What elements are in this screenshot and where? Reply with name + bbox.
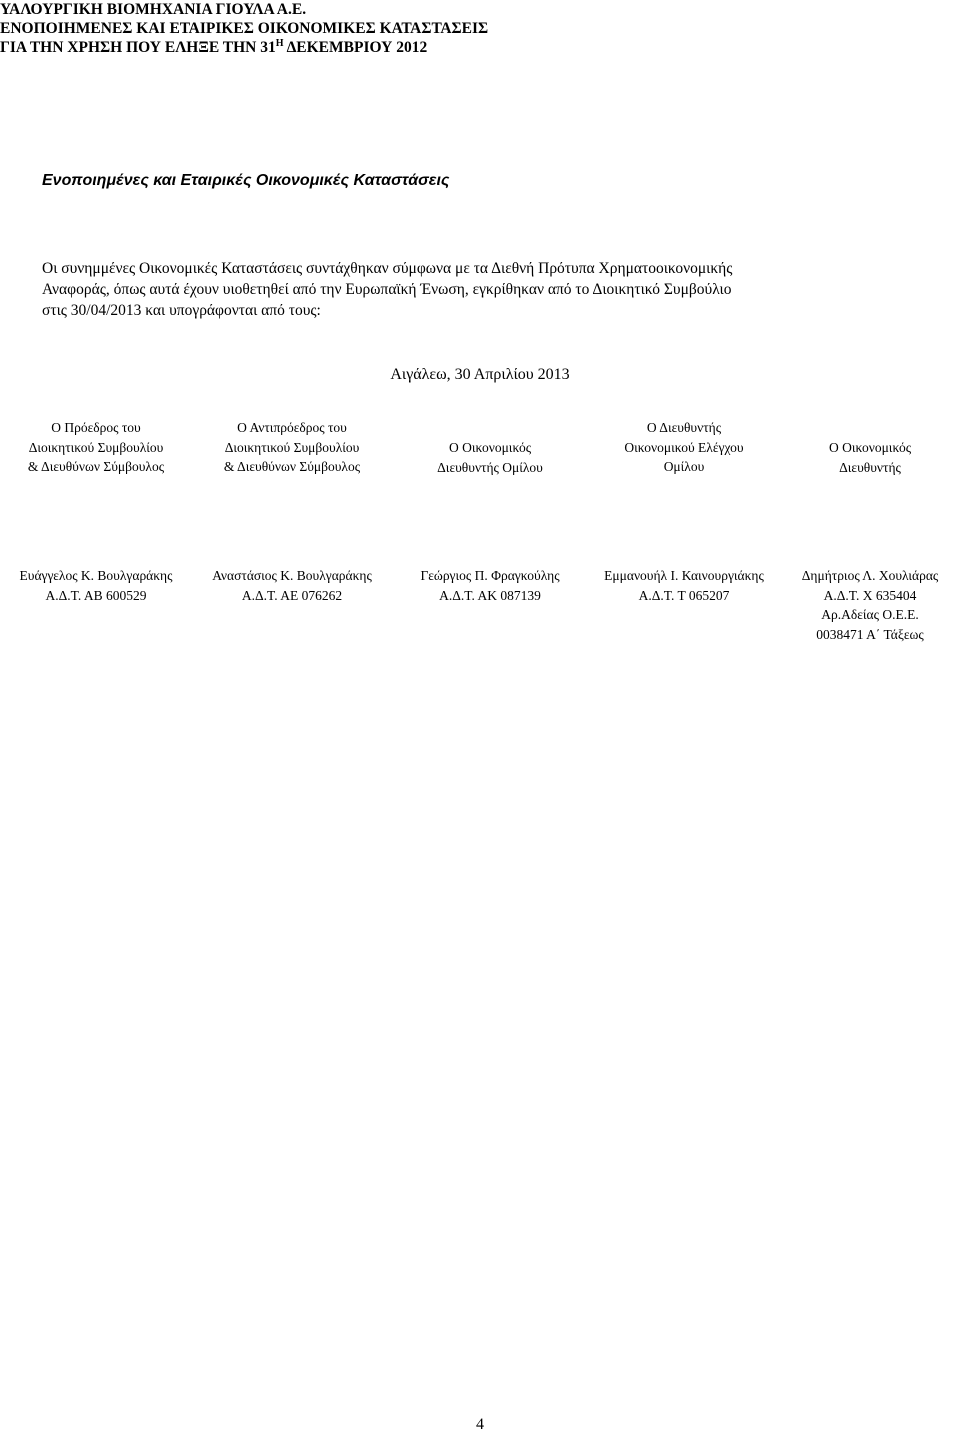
section-title: Ενοποιημένες και Εταιρικές Οικονομικές Καταστάσεις	[42, 172, 450, 189]
signatory-title-2	[196, 418, 388, 477]
title-line: Διευθυντής	[839, 459, 901, 475]
place-date	[0, 366, 960, 384]
company-name: ΥΑΛΟΥΡΓΙΚΗ ΒΙΟΜΗΧΑΝΙΑ ΓΙΟΥΛΑ Α.Ε.	[0, 1, 307, 18]
page-number: 4	[476, 1416, 484, 1433]
title-line: & Διευθύνων Σύμβουλος	[27, 459, 165, 474]
signatory-name-5	[780, 566, 960, 644]
id-number: Α.Δ.Τ. Χ 635404	[823, 587, 917, 603]
period-superscript: Η	[275, 38, 284, 49]
signatory-name: Δημήτριος Λ. Χουλιάρας	[801, 568, 939, 583]
signatory-title-5	[780, 438, 960, 477]
signatory-name: Εμμανουήλ Ι. Καινουργιάκης	[604, 568, 764, 583]
license-number: Αρ.Αδείας Ο.Ε.Ε.	[821, 607, 919, 622]
id-number: Α.Δ.Τ. Τ 065207	[638, 587, 730, 603]
title-line: Ο Οικονομικός	[828, 440, 912, 455]
id-number: Α.Δ.Τ. ΑΒ 600529	[45, 587, 147, 603]
document-header	[0, 0, 700, 57]
title-line: Ο Αντιπρόεδρος του	[237, 420, 347, 435]
signatory-name-1	[0, 566, 192, 605]
intro-line-2: Αναφοράς, όπως αυτά έχουν υιοθετηθεί από την Ευρωπαϊκή Ένωση, εγκρίθηκαν από το Διοικητικό Συμβούλιο	[42, 281, 732, 298]
title-line: Ο Διευθυντής	[646, 420, 722, 435]
signatory-name: Αναστάσιος Κ. Βουλγαράκης	[212, 568, 372, 583]
title-line: Διοικητικού Συμβουλίου	[224, 439, 360, 455]
period-suffix: ΔΕΚΕΜΒΡΙΟΥ 2012	[283, 39, 428, 56]
signatory-name: Γεώργιος Π. Φραγκούλης	[420, 568, 560, 583]
title-line: Οικονομικού Ελέγχου	[624, 439, 744, 455]
signatory-name-2	[196, 566, 388, 605]
license-class: 0038471 Α΄ Τάξεως	[816, 626, 924, 642]
period-heading	[0, 38, 700, 57]
signatory-title-4	[584, 418, 784, 477]
intro-line-1: Οι συνημμένες Οικονομικές Καταστάσεις συντάχθηκαν σύμφωνα με τα Διεθνή Πρότυπα Χρηματοοικονομικής	[42, 260, 733, 277]
intro-line-3: στις 30/04/2013 και υπογράφονται από τους:	[42, 302, 321, 319]
title-line: Ο Πρόεδρος του	[51, 420, 141, 435]
title-line: Διοικητικού Συμβουλίου	[28, 439, 164, 455]
signatory-title-3	[394, 438, 586, 477]
title-line: & Διευθύνων Σύμβουλος	[223, 459, 361, 474]
place-date-text: Αιγάλεω, 30 Απριλίου 2013	[390, 366, 570, 383]
title-line: Ο Οικονομικός	[448, 440, 532, 455]
statements-heading: ΕΝΟΠΟΙΗΜΕΝΕΣ ΚΑΙ ΕΤΑΙΡΙΚΕΣ ΟΙΚΟΝΟΜΙΚΕΣ ΚΑΤΑΣΤΑΣΕΙΣ	[0, 20, 489, 37]
intro-paragraph	[42, 258, 922, 321]
period-prefix: ΓΙΑ ΤΗΝ ΧΡΗΣΗ ΠΟΥ ΕΛΗΞΕ ΤΗΝ 31	[0, 39, 276, 56]
title-line: Ομίλου	[663, 459, 705, 474]
signatory-name: Ευάγγελος Κ. Βουλγαράκης	[19, 568, 173, 583]
signatory-name-4	[584, 566, 784, 605]
id-number: Α.Δ.Τ. ΑΕ 076262	[241, 587, 343, 603]
title-line: Διευθυντής Ομίλου	[437, 459, 543, 475]
id-number: Α.Δ.Τ. ΑΚ 087139	[439, 587, 541, 603]
signatory-name-3	[394, 566, 586, 605]
signatory-title-1	[0, 418, 192, 477]
